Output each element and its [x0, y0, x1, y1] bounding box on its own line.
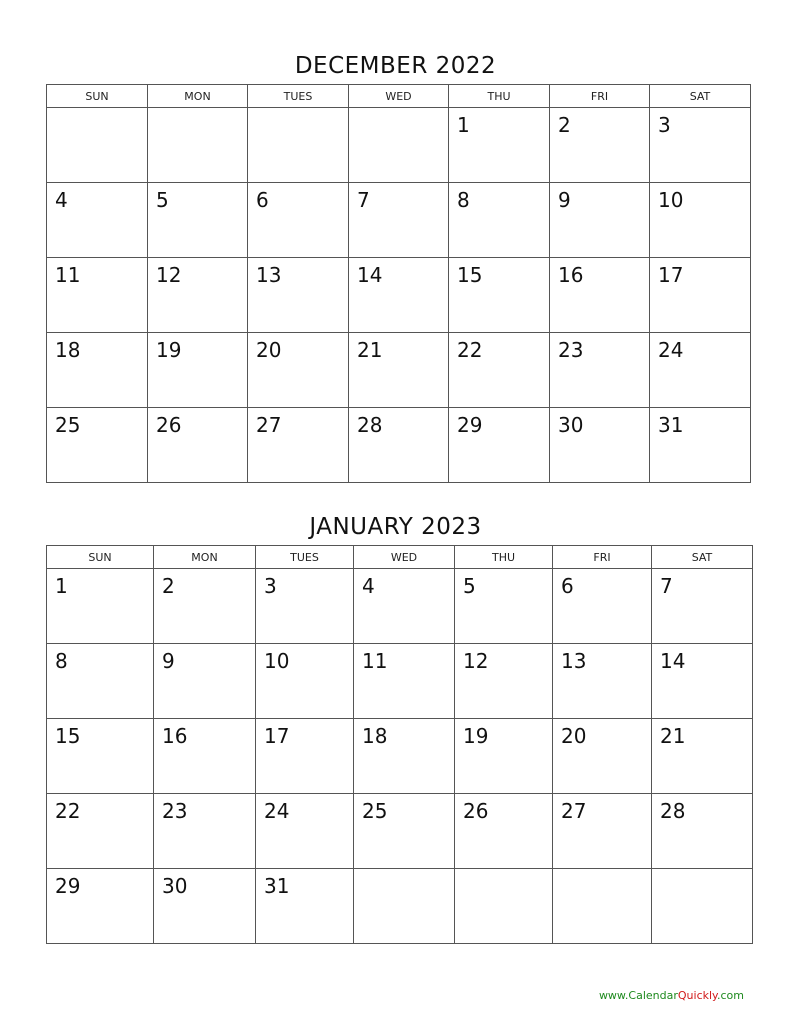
weekday-header: WED: [349, 85, 449, 108]
weekday-header-row: [47, 85, 751, 108]
day-number: 14: [660, 649, 686, 673]
day-number: [652, 869, 752, 874]
day-number: 9: [558, 188, 571, 212]
day-number: 9: [162, 649, 175, 673]
day-number: 2: [558, 113, 571, 137]
day-number: 7: [357, 188, 370, 212]
day-number: 4: [362, 574, 375, 598]
day-cell: [550, 408, 650, 483]
weekday-header: TUES: [256, 546, 354, 569]
website-credit: [599, 989, 744, 1002]
week-row: [47, 408, 751, 483]
day-cell: [47, 333, 148, 408]
day-number: 17: [264, 724, 290, 748]
credit-part: .com: [717, 989, 744, 1002]
day-cell: [154, 719, 256, 794]
day-cell: [652, 719, 753, 794]
day-cell: [47, 258, 148, 333]
day-cell: [248, 333, 349, 408]
day-cell: [550, 258, 650, 333]
day-number: 13: [561, 649, 587, 673]
day-number: 14: [357, 263, 383, 287]
day-cell: [47, 644, 154, 719]
day-cell: [47, 108, 148, 183]
day-number: 7: [660, 574, 673, 598]
week-row: [47, 569, 753, 644]
day-cell: [349, 258, 449, 333]
day-cell: [349, 183, 449, 258]
day-cell: [553, 794, 652, 869]
week-row: [47, 183, 751, 258]
day-number: 16: [558, 263, 584, 287]
day-number: [148, 108, 247, 113]
day-number: 5: [156, 188, 169, 212]
day-cell: [354, 569, 455, 644]
day-number: 18: [55, 338, 81, 362]
weekday-header: FRI: [553, 546, 652, 569]
day-number: 11: [362, 649, 388, 673]
day-number: 10: [264, 649, 290, 673]
day-number: 13: [256, 263, 282, 287]
day-cell: [349, 108, 449, 183]
day-cell: [248, 183, 349, 258]
day-number: 3: [658, 113, 671, 137]
day-cell: [256, 794, 354, 869]
day-cell: [354, 869, 455, 944]
day-cell: [650, 333, 751, 408]
day-number: 5: [463, 574, 476, 598]
day-number: 24: [658, 338, 684, 362]
day-number: 6: [256, 188, 269, 212]
day-cell: [455, 569, 553, 644]
day-cell: [154, 869, 256, 944]
day-number: 19: [156, 338, 182, 362]
day-cell: [449, 408, 550, 483]
day-number: 28: [660, 799, 686, 823]
day-number: [354, 869, 454, 874]
day-cell: [47, 183, 148, 258]
day-number: [553, 869, 651, 874]
day-cell: [154, 569, 256, 644]
day-number: 12: [156, 263, 182, 287]
day-number: 16: [162, 724, 188, 748]
day-cell: [256, 644, 354, 719]
day-number: 12: [463, 649, 489, 673]
day-cell: [256, 869, 354, 944]
day-cell: [148, 258, 248, 333]
week-row: [47, 644, 753, 719]
day-number: 1: [457, 113, 470, 137]
day-cell: [349, 333, 449, 408]
day-number: [248, 108, 348, 113]
day-cell: [154, 644, 256, 719]
credit-part: Quickly: [677, 989, 717, 1002]
day-number: 30: [162, 874, 188, 898]
day-cell: [553, 719, 652, 794]
calendar-grid: [46, 84, 751, 483]
week-row: [47, 333, 751, 408]
weekday-header-row: [47, 546, 753, 569]
weekday-header: TUES: [248, 85, 349, 108]
day-number: 19: [463, 724, 489, 748]
day-cell: [148, 183, 248, 258]
day-number: 11: [55, 263, 81, 287]
day-cell: [650, 183, 751, 258]
day-number: 4: [55, 188, 68, 212]
day-number: 6: [561, 574, 574, 598]
day-number: 15: [457, 263, 483, 287]
day-cell: [248, 408, 349, 483]
day-cell: [449, 108, 550, 183]
weekday-header: MON: [148, 85, 248, 108]
weekday-header: SAT: [650, 85, 751, 108]
day-cell: [47, 869, 154, 944]
day-cell: [553, 644, 652, 719]
day-number: 21: [357, 338, 383, 362]
day-number: 18: [362, 724, 388, 748]
day-number: 30: [558, 413, 584, 437]
day-cell: [248, 108, 349, 183]
day-cell: [650, 108, 751, 183]
day-cell: [652, 869, 753, 944]
day-number: 8: [55, 649, 68, 673]
day-number: 29: [457, 413, 483, 437]
day-number: 15: [55, 724, 81, 748]
day-cell: [354, 719, 455, 794]
day-cell: [652, 569, 753, 644]
day-cell: [550, 333, 650, 408]
day-cell: [652, 644, 753, 719]
day-number: 23: [558, 338, 584, 362]
week-row: [47, 108, 751, 183]
day-cell: [47, 719, 154, 794]
day-number: [455, 869, 552, 874]
calendar-january-2023: [46, 513, 745, 944]
calendar-december-2022: [46, 52, 745, 483]
week-row: [47, 869, 753, 944]
day-number: 20: [561, 724, 587, 748]
day-number: 28: [357, 413, 383, 437]
weekday-header: THU: [455, 546, 553, 569]
weekday-header: SUN: [47, 546, 154, 569]
day-cell: [354, 644, 455, 719]
day-cell: [652, 794, 753, 869]
day-cell: [256, 719, 354, 794]
weekday-header: SUN: [47, 85, 148, 108]
week-row: [47, 258, 751, 333]
week-row: [47, 794, 753, 869]
day-number: 21: [660, 724, 686, 748]
day-cell: [449, 333, 550, 408]
day-number: 17: [658, 263, 684, 287]
day-cell: [650, 408, 751, 483]
day-number: 2: [162, 574, 175, 598]
day-number: 26: [156, 413, 182, 437]
day-number: 25: [362, 799, 388, 823]
day-number: 20: [256, 338, 282, 362]
weekday-header: FRI: [550, 85, 650, 108]
day-cell: [248, 258, 349, 333]
day-cell: [148, 108, 248, 183]
day-number: 29: [55, 874, 81, 898]
day-cell: [550, 108, 650, 183]
day-number: 31: [658, 413, 684, 437]
day-cell: [455, 869, 553, 944]
day-cell: [148, 333, 248, 408]
day-cell: [455, 794, 553, 869]
day-number: 27: [561, 799, 587, 823]
day-cell: [47, 408, 148, 483]
weekday-header: SAT: [652, 546, 753, 569]
month-title: JANUARY 2023: [309, 514, 482, 540]
day-number: 26: [463, 799, 489, 823]
day-cell: [256, 569, 354, 644]
day-number: 23: [162, 799, 188, 823]
day-number: 24: [264, 799, 290, 823]
day-number: [47, 108, 147, 113]
day-cell: [449, 183, 550, 258]
day-number: 25: [55, 413, 81, 437]
week-row: [47, 719, 753, 794]
month-title: DECEMBER 2022: [294, 53, 497, 79]
day-cell: [650, 258, 751, 333]
calendar-grid: [46, 545, 753, 944]
weekday-header: MON: [154, 546, 256, 569]
day-number: 10: [658, 188, 684, 212]
day-cell: [349, 408, 449, 483]
day-number: 1: [55, 574, 68, 598]
day-cell: [455, 719, 553, 794]
credit-part: www.Calendar: [598, 989, 678, 1002]
day-number: [349, 108, 448, 113]
day-cell: [154, 794, 256, 869]
day-cell: [47, 569, 154, 644]
day-cell: [354, 794, 455, 869]
day-number: 3: [264, 574, 277, 598]
day-cell: [553, 569, 652, 644]
day-number: 31: [264, 874, 290, 898]
day-cell: [550, 183, 650, 258]
day-cell: [553, 869, 652, 944]
day-cell: [455, 644, 553, 719]
day-cell: [449, 258, 550, 333]
day-number: 27: [256, 413, 282, 437]
day-number: 22: [55, 799, 81, 823]
weekday-header: THU: [449, 85, 550, 108]
day-cell: [47, 794, 154, 869]
day-number: 8: [457, 188, 470, 212]
day-cell: [148, 408, 248, 483]
weekday-header: WED: [354, 546, 455, 569]
day-number: 22: [457, 338, 483, 362]
